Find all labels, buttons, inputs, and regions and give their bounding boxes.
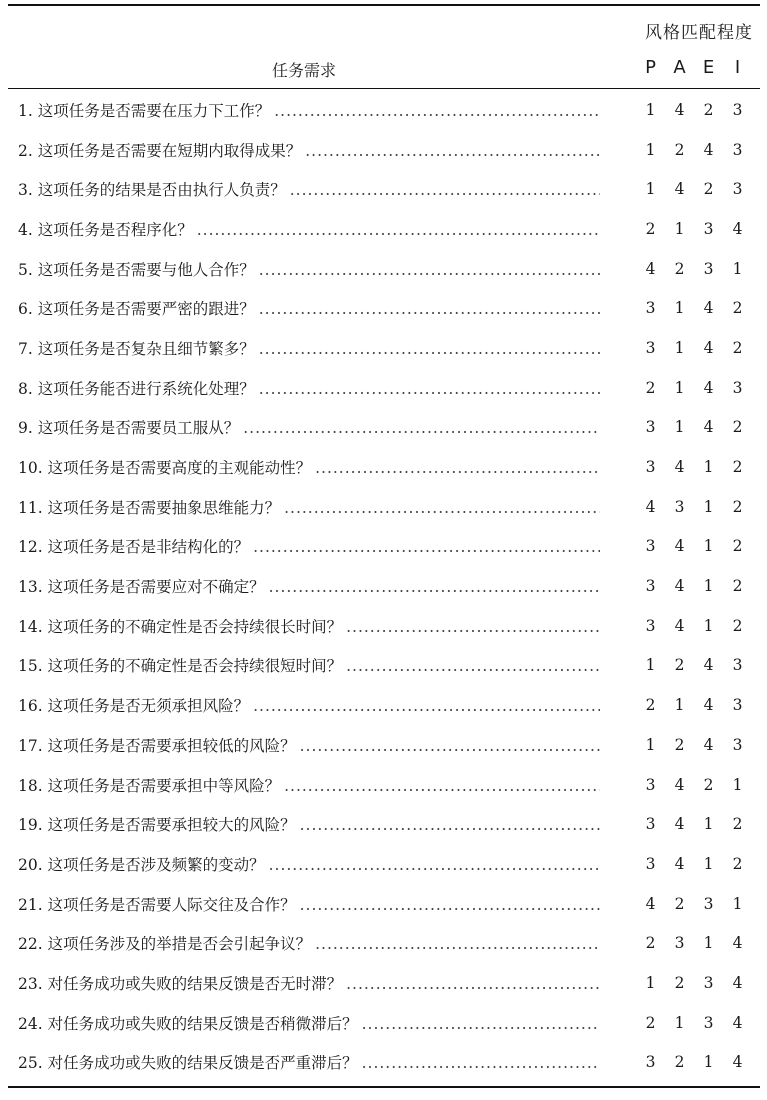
- score-p: 4: [645, 894, 656, 913]
- score-i: 4: [732, 1053, 743, 1072]
- task-question: [18, 416, 600, 438]
- question-text: 15. 这项任务的不确定性是否会持续很短时间？: [18, 657, 343, 676]
- score-e: 4: [703, 338, 714, 357]
- leader-dots: [259, 300, 600, 318]
- table-row: [0, 804, 767, 844]
- score-a: 2: [674, 140, 685, 159]
- score-i: 2: [732, 418, 743, 437]
- score-e: 1: [703, 854, 714, 873]
- task-question: [18, 853, 600, 875]
- leader-dots: [269, 856, 600, 874]
- table-top-rule: [8, 4, 760, 6]
- question-text: 12. 这项任务是否是非结构化的？: [18, 538, 250, 557]
- leader-dots: [346, 657, 600, 675]
- table-bottom-rule: [8, 1086, 760, 1088]
- table-row: [0, 408, 767, 448]
- style-scores: [636, 617, 752, 635]
- style-scores: [636, 537, 752, 555]
- score-p: 3: [645, 854, 656, 873]
- task-question: [18, 218, 600, 240]
- question-text: 1. 这项任务是否需要在压力下工作？: [18, 101, 271, 120]
- table-row: [0, 527, 767, 567]
- style-scores: [636, 974, 752, 992]
- score-p: 2: [645, 219, 656, 238]
- table-row: [0, 844, 767, 884]
- leader-dots: [259, 340, 600, 358]
- score-a: 3: [674, 497, 685, 516]
- score-i: 3: [732, 656, 743, 675]
- question-text: 24. 对任务成功或失败的结果反馈是否稍微滞后？: [18, 1014, 358, 1033]
- score-p: 1: [645, 973, 656, 992]
- score-i: 1: [732, 259, 743, 278]
- question-text: 19. 这项任务是否需要承担较大的风险？: [18, 816, 296, 835]
- question-text: 6. 这项任务是否需要严密的跟进？: [18, 300, 255, 319]
- question-text: 8. 这项任务能否进行系统化处理？: [18, 379, 255, 398]
- style-scores: [636, 577, 752, 595]
- style-scores: [636, 379, 752, 397]
- task-question: [18, 535, 600, 557]
- score-p: 4: [645, 497, 656, 516]
- task-question: [18, 297, 600, 319]
- style-scores: [636, 656, 752, 674]
- score-p: 1: [645, 180, 656, 199]
- score-i: 3: [732, 378, 743, 397]
- table-row: [0, 288, 767, 328]
- score-a: 1: [674, 338, 685, 357]
- score-a: 1: [674, 219, 685, 238]
- score-a: 3: [674, 934, 685, 953]
- task-question: [18, 774, 600, 796]
- letter-i: I: [734, 57, 741, 78]
- score-a: 1: [674, 696, 685, 715]
- task-question: [18, 813, 600, 835]
- table-row: [0, 963, 767, 1003]
- leader-dots: [362, 1015, 600, 1033]
- score-p: 2: [645, 934, 656, 953]
- task-question: [18, 1012, 600, 1034]
- task-question: [18, 139, 600, 161]
- question-text: 5. 这项任务是否需要与他人合作？: [18, 260, 255, 279]
- task-question: [18, 694, 600, 716]
- question-text: 2. 这项任务是否需要在短期内取得成果？: [18, 141, 302, 160]
- score-e: 2: [703, 100, 714, 119]
- header-divider-rule: [8, 88, 760, 89]
- score-p: 2: [645, 378, 656, 397]
- score-a: 1: [674, 299, 685, 318]
- leader-dots: [253, 538, 600, 556]
- task-question: [18, 496, 600, 518]
- score-i: 1: [732, 894, 743, 913]
- leader-dots: [197, 221, 600, 239]
- table-row: [0, 884, 767, 924]
- score-p: 1: [645, 735, 656, 754]
- task-question: [18, 654, 600, 676]
- score-a: 4: [674, 577, 685, 596]
- score-p: 3: [645, 458, 656, 477]
- score-e: 1: [703, 1053, 714, 1072]
- style-letters-header: [636, 57, 752, 78]
- score-e: 2: [703, 180, 714, 199]
- score-a: 1: [674, 378, 685, 397]
- question-text: 9. 这项任务是否需要员工服从？: [18, 419, 240, 438]
- table-row: [0, 685, 767, 725]
- score-i: 3: [732, 180, 743, 199]
- style-scores: [636, 934, 752, 952]
- score-e: 4: [703, 696, 714, 715]
- score-e: 1: [703, 497, 714, 516]
- question-text: 7. 这项任务是否复杂且细节繁多？: [18, 339, 255, 358]
- task-question: [18, 178, 600, 200]
- score-p: 3: [645, 577, 656, 596]
- score-p: 3: [645, 418, 656, 437]
- style-scores: [636, 895, 752, 913]
- score-e: 4: [703, 656, 714, 675]
- score-i: 4: [732, 934, 743, 953]
- task-question: [18, 99, 600, 121]
- score-a: 2: [674, 973, 685, 992]
- score-a: 4: [674, 100, 685, 119]
- score-p: 2: [645, 696, 656, 715]
- score-a: 4: [674, 854, 685, 873]
- score-i: 2: [732, 815, 743, 834]
- score-e: 3: [703, 894, 714, 913]
- leader-dots: [300, 737, 600, 755]
- task-question: [18, 972, 600, 994]
- score-a: 1: [674, 418, 685, 437]
- style-scores: [636, 498, 752, 516]
- table-row: [0, 725, 767, 765]
- score-p: 3: [645, 537, 656, 556]
- score-a: 4: [674, 775, 685, 794]
- score-i: 3: [732, 100, 743, 119]
- score-i: 2: [732, 338, 743, 357]
- table-row: [0, 646, 767, 686]
- score-p: 3: [645, 299, 656, 318]
- score-p: 3: [645, 338, 656, 357]
- letter-a: A: [673, 57, 686, 78]
- style-scores: [636, 180, 752, 198]
- score-e: 1: [703, 537, 714, 556]
- leader-dots: [269, 578, 600, 596]
- score-e: 1: [703, 458, 714, 477]
- score-a: 2: [674, 259, 685, 278]
- score-i: 4: [732, 973, 743, 992]
- table-row: [0, 169, 767, 209]
- score-p: 1: [645, 140, 656, 159]
- style-scores: [636, 299, 752, 317]
- question-text: 21. 这项任务是否需要人际交往及合作？: [18, 895, 296, 914]
- score-p: 1: [645, 100, 656, 119]
- leader-dots: [362, 1054, 600, 1072]
- style-scores: [636, 141, 752, 159]
- style-scores: [636, 1053, 752, 1071]
- score-e: 4: [703, 299, 714, 318]
- style-scores: [636, 260, 752, 278]
- style-scores: [636, 696, 752, 714]
- table-row: [0, 249, 767, 289]
- leader-dots: [284, 777, 600, 795]
- leader-dots: [300, 816, 600, 834]
- leader-dots: [290, 181, 600, 199]
- score-e: 1: [703, 815, 714, 834]
- style-match-header: 风格匹配程度: [645, 23, 753, 43]
- score-a: 4: [674, 616, 685, 635]
- style-scores: [636, 458, 752, 476]
- leader-dots: [315, 935, 600, 953]
- score-a: 4: [674, 458, 685, 477]
- leader-dots: [305, 142, 600, 160]
- score-i: 2: [732, 854, 743, 873]
- table-row: [0, 90, 767, 130]
- task-need-header: 任务需求: [272, 61, 337, 80]
- question-text: 4. 这项任务是否程序化？: [18, 220, 193, 239]
- score-p: 3: [645, 616, 656, 635]
- style-scores: [636, 776, 752, 794]
- score-e: 3: [703, 259, 714, 278]
- score-e: 3: [703, 219, 714, 238]
- question-text: 13. 这项任务是否需要应对不确定？: [18, 578, 265, 597]
- leader-dots: [259, 261, 600, 279]
- style-scores: [636, 1014, 752, 1032]
- style-scores: [636, 736, 752, 754]
- score-a: 4: [674, 815, 685, 834]
- task-question: [18, 337, 600, 359]
- table-row: [0, 487, 767, 527]
- score-i: 3: [732, 735, 743, 754]
- score-a: 2: [674, 656, 685, 675]
- score-i: 2: [732, 537, 743, 556]
- score-e: 1: [703, 616, 714, 635]
- style-scores: [636, 855, 752, 873]
- leader-dots: [284, 499, 600, 517]
- question-text: 14. 这项任务的不确定性是否会持续很长时间？: [18, 617, 343, 636]
- score-a: 2: [674, 735, 685, 754]
- question-text: 22. 这项任务涉及的举措是否会引起争议？: [18, 935, 312, 954]
- score-i: 3: [732, 696, 743, 715]
- table-row: [0, 368, 767, 408]
- score-e: 4: [703, 140, 714, 159]
- leader-dots: [346, 618, 600, 636]
- question-text: 18. 这项任务是否需要承担中等风险？: [18, 776, 281, 795]
- score-e: 4: [703, 418, 714, 437]
- question-text: 10. 这项任务是否需要高度的主观能动性？: [18, 459, 312, 478]
- leader-dots: [253, 697, 600, 715]
- task-question: [18, 615, 600, 637]
- task-question: [18, 893, 600, 915]
- leader-dots: [346, 975, 600, 993]
- score-p: 4: [645, 259, 656, 278]
- leader-dots: [243, 419, 600, 437]
- score-i: 1: [732, 775, 743, 794]
- task-question: [18, 734, 600, 756]
- score-i: 2: [732, 577, 743, 596]
- table-row: [0, 130, 767, 170]
- score-e: 4: [703, 735, 714, 754]
- question-text: 3. 这项任务的结果是否由执行人负责？: [18, 181, 286, 200]
- score-i: 2: [732, 497, 743, 516]
- question-text: 17. 这项任务是否需要承担较低的风险？: [18, 736, 296, 755]
- score-p: 2: [645, 1013, 656, 1032]
- task-question: [18, 258, 600, 280]
- question-text: 23. 对任务成功或失败的结果反馈是否无时滞？: [18, 974, 343, 993]
- score-e: 2: [703, 775, 714, 794]
- letter-e: E: [702, 57, 715, 78]
- score-i: 3: [732, 140, 743, 159]
- table-row: [0, 209, 767, 249]
- question-text: 16. 这项任务是否无须承担风险？: [18, 697, 250, 716]
- letter-p: P: [645, 57, 656, 78]
- score-p: 3: [645, 1053, 656, 1072]
- table-row: [0, 328, 767, 368]
- score-e: 3: [703, 973, 714, 992]
- table-row: [0, 765, 767, 805]
- style-scores: [636, 101, 752, 119]
- table-row: [0, 1043, 767, 1083]
- leader-dots: [274, 102, 600, 120]
- score-e: 1: [703, 934, 714, 953]
- question-text: 25. 对任务成功或失败的结果反馈是否严重滞后？: [18, 1054, 358, 1073]
- task-question: [18, 377, 600, 399]
- table-row: [0, 923, 767, 963]
- score-p: 3: [645, 815, 656, 834]
- score-p: 1: [645, 656, 656, 675]
- score-i: 2: [732, 458, 743, 477]
- score-i: 2: [732, 299, 743, 318]
- leader-dots: [300, 896, 600, 914]
- style-scores: [636, 339, 752, 357]
- task-question: [18, 456, 600, 478]
- score-e: 3: [703, 1013, 714, 1032]
- question-text: 11. 这项任务是否需要抽象思维能力？: [18, 498, 281, 517]
- style-scores: [636, 220, 752, 238]
- score-e: 4: [703, 378, 714, 397]
- table-row: [0, 606, 767, 646]
- task-question: [18, 1051, 600, 1073]
- style-scores: [636, 418, 752, 436]
- task-question: [18, 932, 600, 954]
- score-p: 3: [645, 775, 656, 794]
- score-a: 1: [674, 1013, 685, 1032]
- task-table-body: [0, 90, 767, 1082]
- score-i: 2: [732, 616, 743, 635]
- style-scores: [636, 815, 752, 833]
- task-question: [18, 575, 600, 597]
- score-a: 4: [674, 537, 685, 556]
- leader-dots: [315, 459, 600, 477]
- score-e: 1: [703, 577, 714, 596]
- score-i: 4: [732, 219, 743, 238]
- score-a: 2: [674, 1053, 685, 1072]
- table-row: [0, 566, 767, 606]
- score-a: 4: [674, 180, 685, 199]
- table-row: [0, 447, 767, 487]
- table-row: [0, 1003, 767, 1043]
- score-a: 2: [674, 894, 685, 913]
- question-text: 20. 这项任务是否涉及频繁的变动？: [18, 855, 265, 874]
- score-i: 4: [732, 1013, 743, 1032]
- leader-dots: [259, 380, 600, 398]
